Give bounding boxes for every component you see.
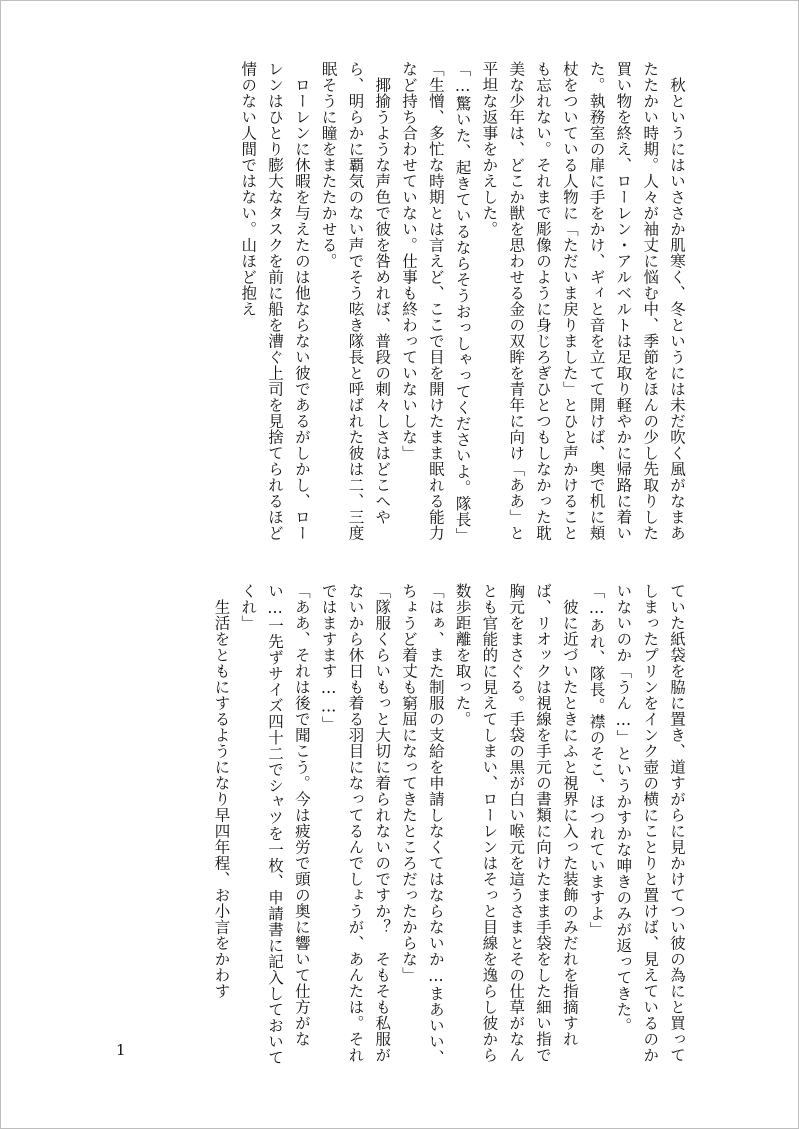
paragraph: 「…あれ、隊長。襟のそこ、ほつれていますよ」 — [587, 583, 606, 938]
paragraph: 「生憎、多忙な時期とは言えど、ここで目を開けたまま眠れる能力など持ち合わせていない。仕事も終わっていないしな」 — [400, 61, 445, 541]
paragraph: ローレンに休暇を与えたのは他ならない彼であるがしかし、ローレンはひとり膨大なタスクを前に船を漕ぐ上司を見捨てられるほど情のない人間ではない。山ほど抱え — [239, 61, 311, 541]
paragraph: 「はぁ、また制服の支給を申請しなくてはならないか…まあいい、ちょうど着丈も窮屈になってきたところだったからな」 — [400, 583, 445, 1066]
paragraph: 秋というにはいささか肌寒く、冬というには未だ吹く風がなまあたたかい時期。人々が袖丈に悩む中、季節をほんの少し先取りした買い物を終え、ローレン・アルベルトは足取り軽やかに帰路に着いた。執務室の扉に手をかけ、ギィと音を立てて開けば、奥で机に頬杖をついている人物に「ただいま戻りました」とひと声かけることも忘れない。それまで彫像のように身じろぎひとつもしなかった耽美な少年は、どこか獣を思わせる金の双眸を青年に向け「ああ」と平坦な返事をかえした。 — [480, 61, 686, 541]
paragraph: 生活をともにするようになり早四年程、お小言をかわす — [212, 583, 231, 999]
paragraph: 揶揄うような声色で彼を咎めれば、普段の刺々しさはどこへやら、明らかに覇気のない声でそう呟き隊長と呼ばれた彼は二、三度眠そうに瞳をまたたかせる。 — [319, 61, 392, 541]
paragraph: ていた紙袋を脇に置き、道すがらに見かけてつい彼の為にと買ってしまったプリンをインク壺の横にことりと置けば、見えているのかいないのか「うん…」というかすかな呻きのみが返ってきた。 — [614, 583, 686, 1063]
paragraph: 彼に近づいたときにふと視界に入った装飾のみだれを指摘すれば、リオックは視線を手元の書類に向けたまま手袋をした細い指で胸元をまさぐる。手袋の黒が白い喉元を這うさまとその仕草がなんとも官能的に見えてしまい、ローレンはそっと目線を逸らし彼から数歩距離を取った。 — [453, 583, 579, 1063]
paragraph: 「ああ、それは後で聞こう。今は疲労で頭の奥に響いて仕方がない…一先ずサイズ四十二でシャツを一枚、申請書に記入しておいてくれ」 — [239, 583, 311, 1066]
paragraph: 「隊服くらいもっと大切に着られないのですか？ そもそも私服がないから休日も着る羽目になってるんでしょうが、あんたは。それではますます……」 — [319, 583, 392, 1063]
paragraph: 「…驚いた、起きているならそうおっしゃってくださいよ。隊長」 — [453, 61, 472, 544]
page-number: 1 — [116, 1041, 126, 1059]
text-block-bottom — [94, 583, 690, 1069]
text-block-top — [94, 61, 690, 547]
